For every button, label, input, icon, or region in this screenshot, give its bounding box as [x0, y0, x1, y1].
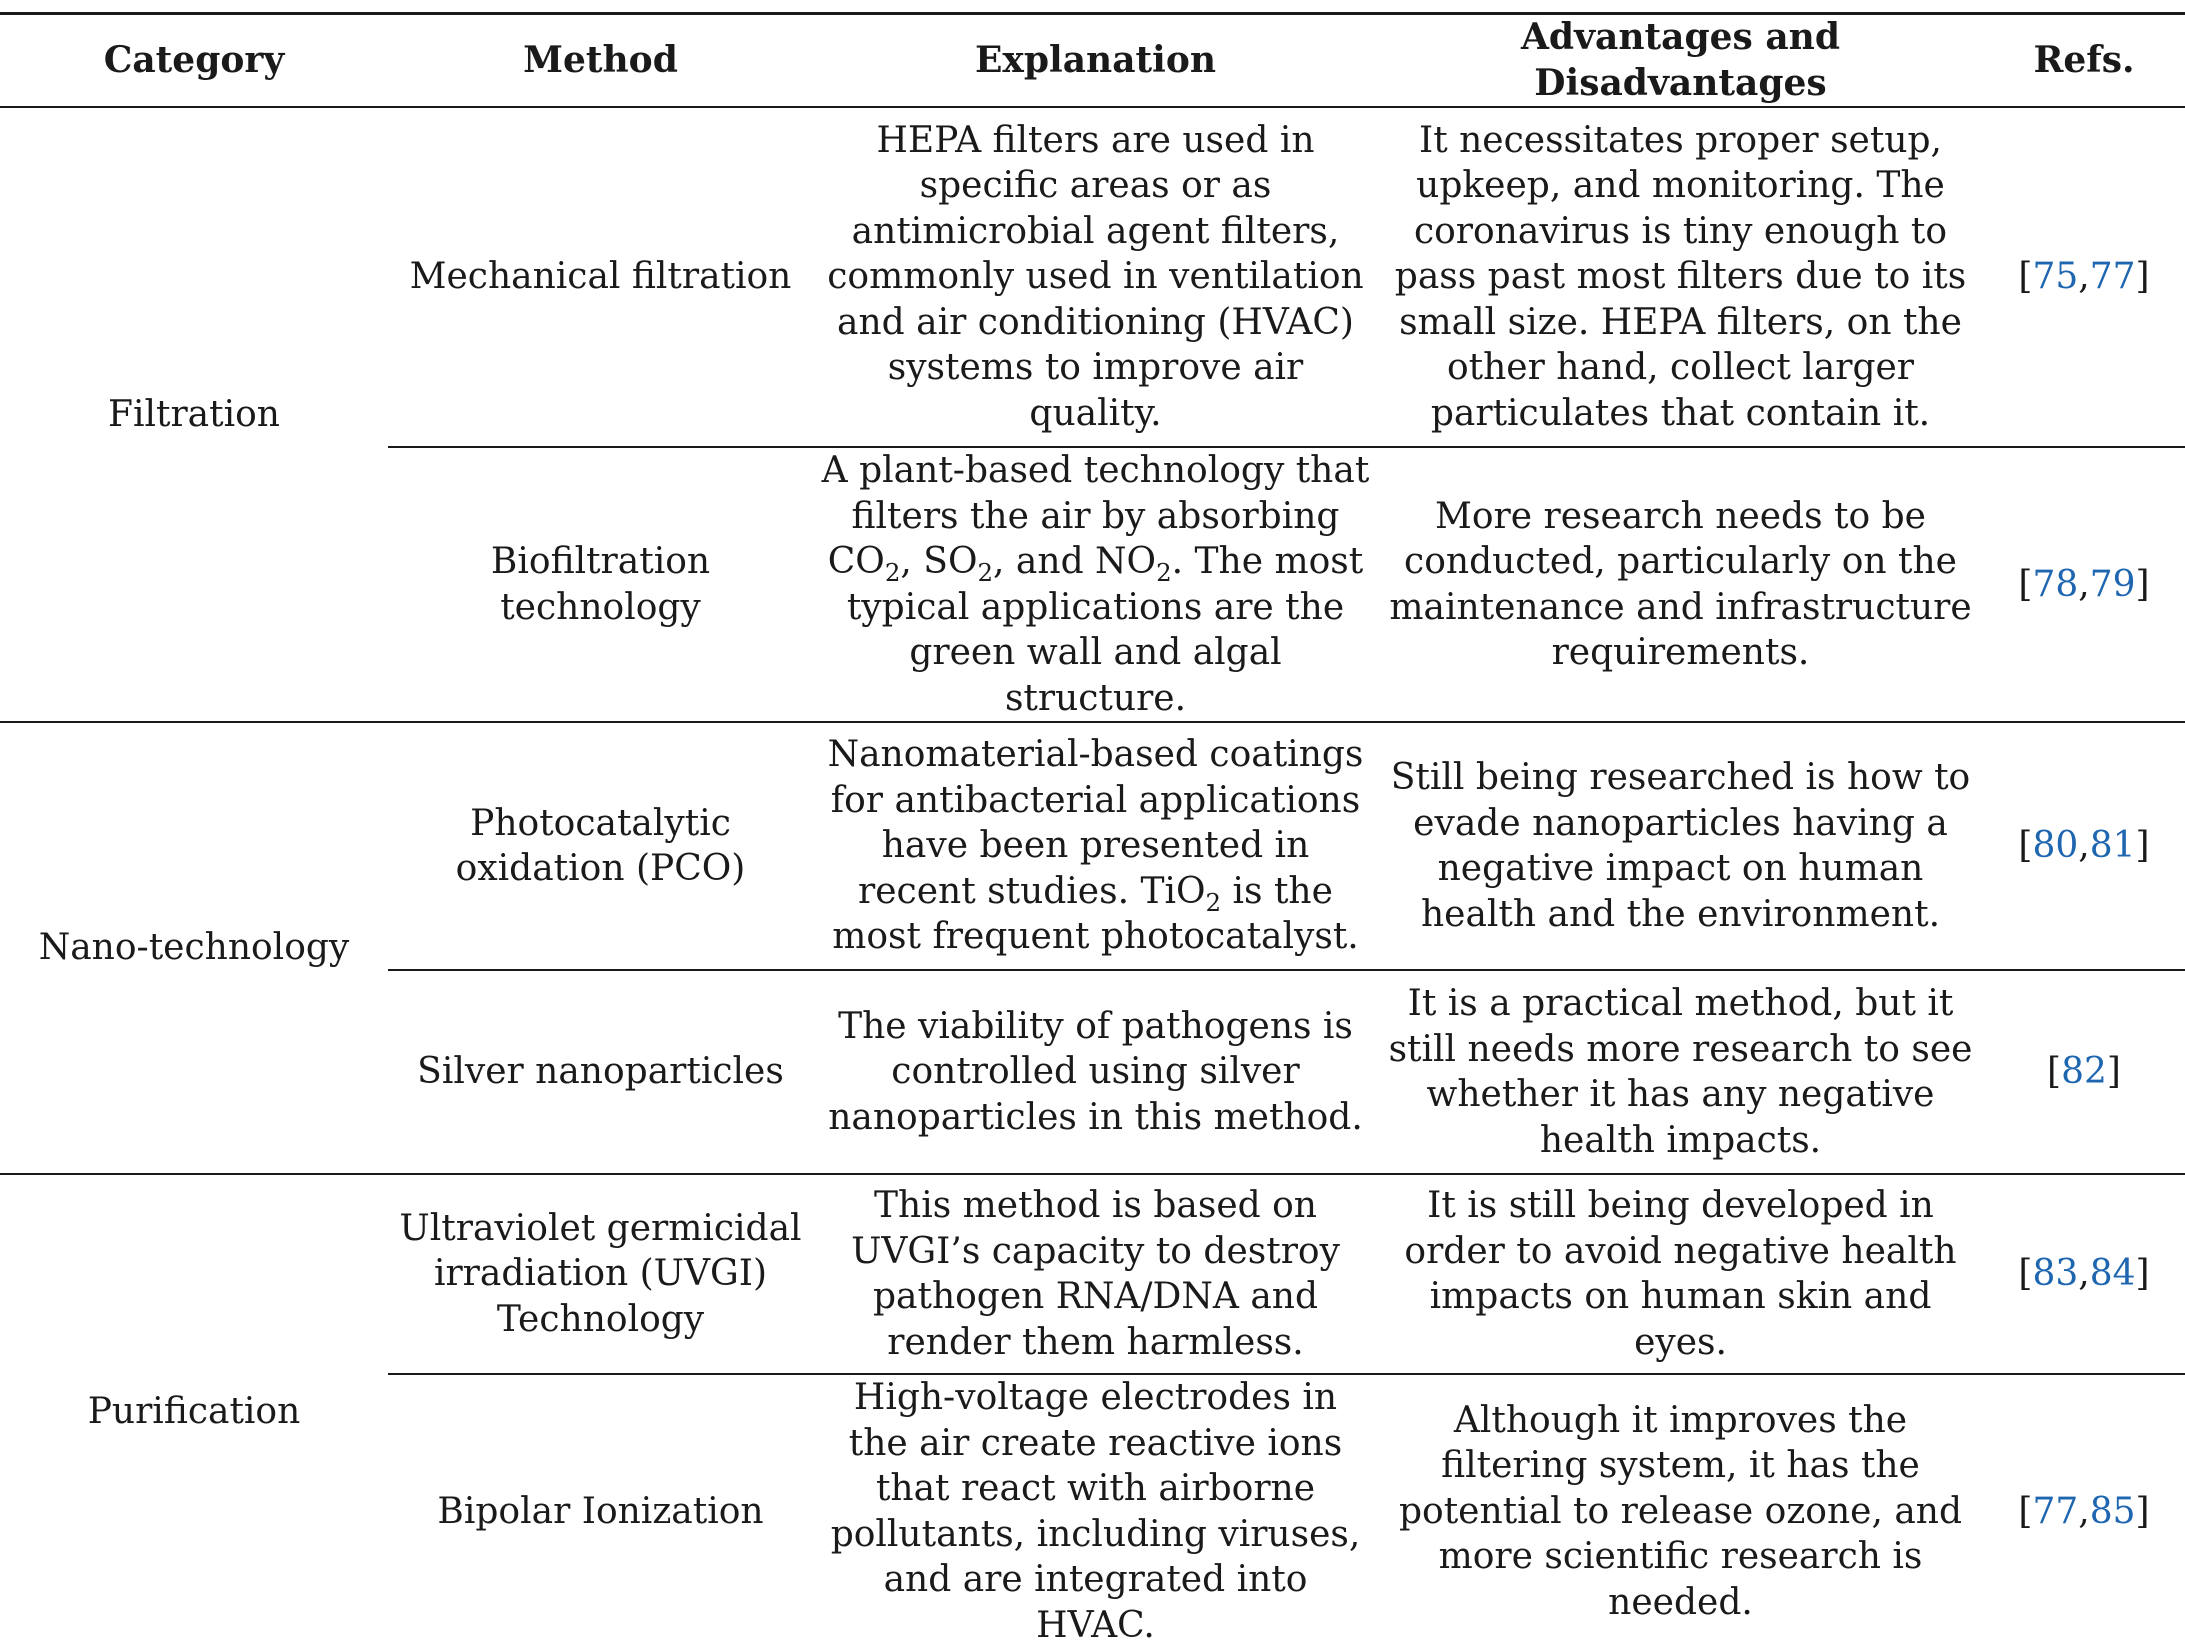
method-cell: Biofiltration technology [388, 447, 813, 722]
header-refs: Refs. [1983, 14, 2185, 108]
advantages-cell: It is still being developed in order to avoid negative health impacts on human skin and eyes. [1378, 1174, 1983, 1374]
ref-link[interactable]: 78 [2032, 563, 2079, 605]
method-cell: Bipolar Ionization [388, 1374, 813, 1648]
methods-table [0, 12, 2185, 1648]
method-cell: Mechanical filtration [409, 256, 792, 298]
explanation-cell: Nanomaterial-based coatings for antibacterial applications have been presented in recent studies. TiO$_2$ is the most frequent photocatalyst. [813, 722, 1378, 970]
header-row [0, 14, 2185, 108]
advantages-cell: More research needs to be conducted, particularly on the maintenance and infrastructure requirements. [1378, 447, 1983, 722]
method-cell: Ultraviolet germicidal irradiation (UVGI) Technology [388, 1174, 813, 1374]
explanation-cell: The viability of pathogens is controlled using silver nanoparticles in this method. [813, 970, 1378, 1174]
ref-link[interactable]: 75 [2032, 256, 2079, 298]
explanation-cell: HEPA filters are used in specific areas or as antimicrobial agent filters, commonly used in ventilation and air conditioning (HVAC) systems to improve air quality. [827, 119, 1364, 434]
explanation-cell: This method is based on UVGI’s capacity to destroy pathogen RNA/DNA and render them harmless. [813, 1174, 1378, 1374]
ref-link[interactable]: 80 [2032, 825, 2079, 867]
ref-link[interactable]: 82 [2061, 1051, 2107, 1093]
table-row [0, 107, 2185, 447]
category-cell: Filtration [108, 393, 280, 435]
ref-link[interactable]: 77 [2032, 1490, 2079, 1532]
refs-cell: [75,77] [2018, 256, 2150, 298]
table-row [0, 1174, 2185, 1374]
header-category: Category [0, 14, 388, 108]
refs-cell: [77,85] [1983, 1374, 2185, 1648]
explanation-cell: A plant-based technology that filters the air by absorbing $CO_2$, $SO_2$, and $NO_2$. The most typical applications are the green wall and algal structure. [813, 447, 1378, 722]
refs-cell: [78,79] [1983, 447, 2185, 722]
advantages-cell: It necessitates proper setup, upkeep, and monitoring. The coronavirus is tiny enough to pass past most filters due to its small size. HEPA filters, on the other hand, collect larger particulates that contain it. [1394, 119, 1967, 434]
ref-link[interactable]: 77 [2089, 256, 2136, 298]
refs-cell: [83,84] [1983, 1174, 2185, 1374]
ref-link[interactable]: 85 [2089, 1490, 2136, 1532]
ref-link[interactable]: 84 [2089, 1253, 2136, 1295]
header-explanation: Explanation [813, 14, 1378, 108]
ref-link[interactable]: 79 [2089, 563, 2136, 605]
table-row [0, 722, 2185, 970]
category-cell: Purification [0, 1174, 388, 1648]
explanation-cell: High-voltage electrodes in the air create reactive ions that react with airborne pollutants, including viruses, and are integrated into HVAC. [813, 1374, 1378, 1648]
advantages-cell: Still being researched is how to evade nanoparticles having a negative impact on human health and the environment. [1378, 722, 1983, 970]
header-method: Method [388, 14, 813, 108]
advantages-cell: Although it improves the filtering system, it has the potential to release ozone, and more scientific research is needed. [1378, 1374, 1983, 1648]
header-advantages: Advantages and Disadvantages [1378, 14, 1983, 108]
advantages-cell: It is a practical method, but it still needs more research to see whether it has any negative health impacts. [1378, 970, 1983, 1174]
category-cell: Nano-technology [0, 722, 388, 1174]
ref-link[interactable]: 83 [2032, 1253, 2079, 1295]
refs-cell: [80,81] [1983, 722, 2185, 970]
ref-link[interactable]: 81 [2089, 825, 2136, 867]
method-cell: Silver nanoparticles [388, 970, 813, 1174]
refs-cell: [82] [1983, 970, 2185, 1174]
method-cell: Photocatalytic oxidation (PCO) [388, 722, 813, 970]
